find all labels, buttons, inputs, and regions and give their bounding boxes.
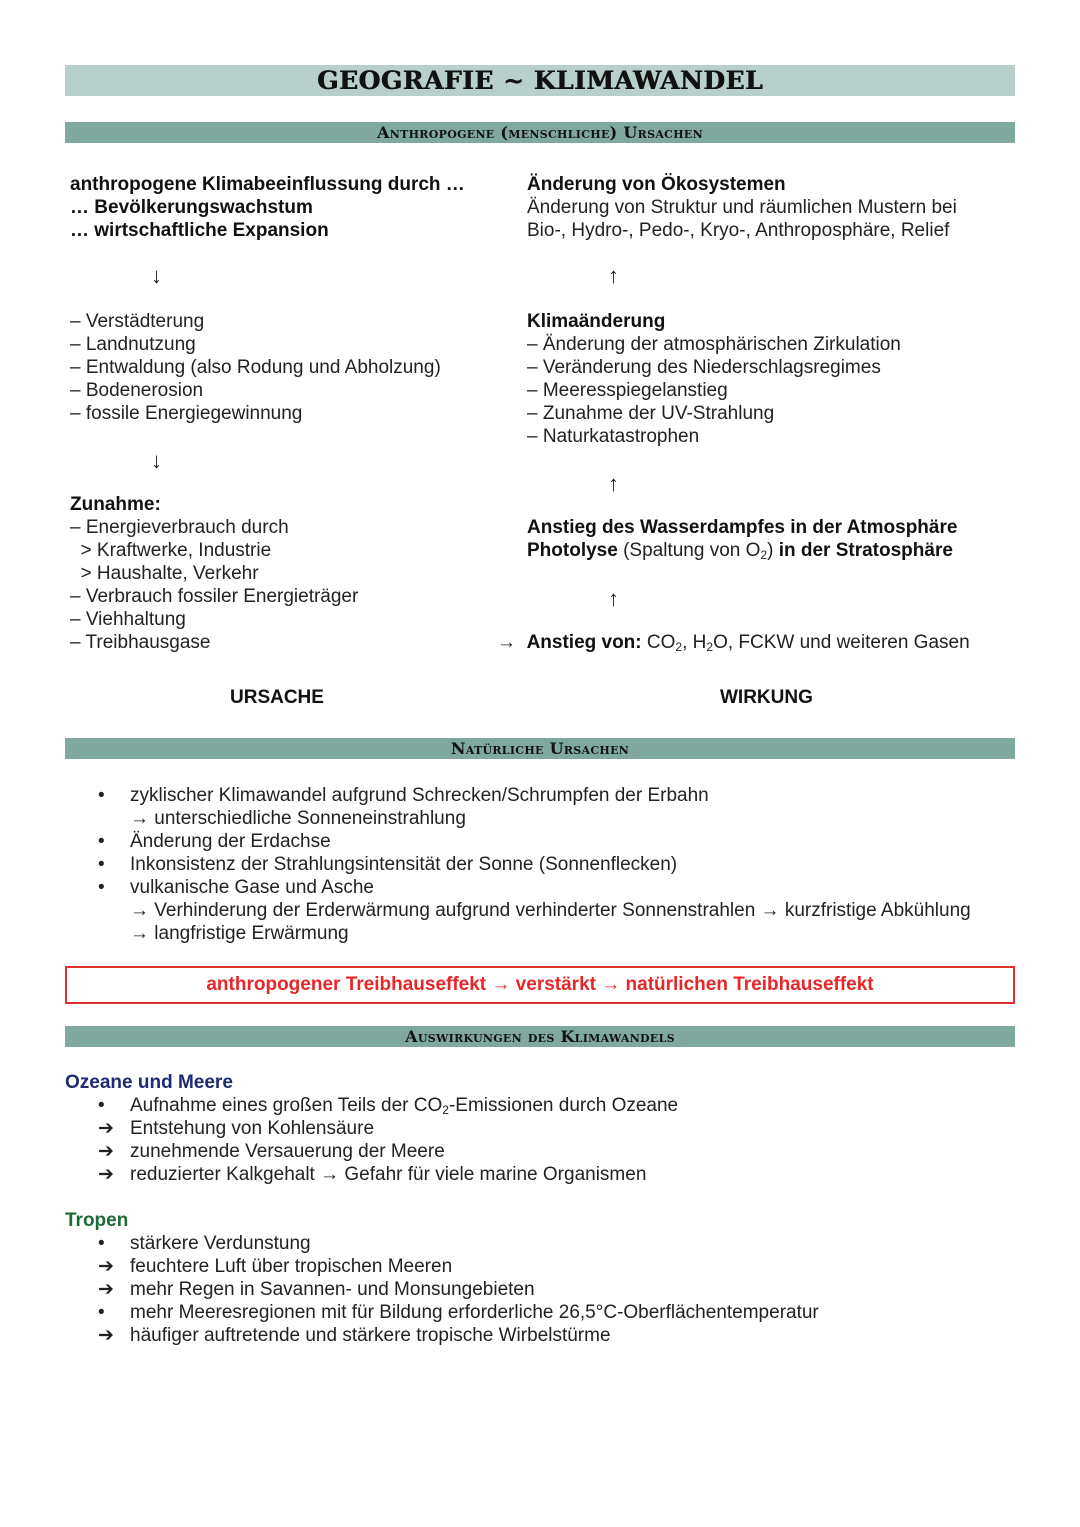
bullet-icon: • (98, 1302, 105, 1323)
section-header-anthropogen (65, 122, 1015, 143)
arrow-right-icon: ➔ (98, 1325, 114, 1346)
list-item: ➔ reduzierter Kalkgehalt → Gefahr für viele marine Organismen (98, 1164, 647, 1185)
arrow-up-icon: ↑ (608, 471, 619, 496)
list-item: • mehr Meeresregionen mit für Bildung erforderliche 26,5°C-Oberflächentemperatur (98, 1302, 819, 1323)
klima-item: – Zunahme der UV-Strahlung (527, 403, 775, 424)
oeko-line: Änderung von Struktur und räumlichen Mustern bei (527, 197, 957, 218)
klima-header: Klimaänderung (527, 311, 666, 332)
cause-intro (70, 173, 500, 242)
section-title: Natürliche Ursachen (450, 739, 630, 758)
zunahme-item: – Treibhausgase (70, 632, 211, 653)
effect-oekosysteme (527, 173, 1007, 242)
cause-item: – Bodenerosion (70, 380, 204, 401)
anstieg-h: , H (682, 632, 707, 653)
cause-list (70, 310, 500, 425)
arrow-right-icon: ➔ (98, 1164, 114, 1185)
zunahme-header: Zunahme: (70, 494, 161, 515)
arrow-right-icon: → (497, 632, 516, 653)
callout-text: anthropogener Treibhauseffekt → verstärkt → natürlichen Treibhauseffekt (206, 974, 874, 995)
cause-item: – Verstädterung (70, 311, 205, 332)
anstieg-line (497, 631, 1017, 654)
anstieg-sub: 2 (675, 640, 683, 654)
intro-line: … wirtschaftliche Expansion (70, 220, 329, 241)
arrow-right-icon: ➔ (98, 1118, 114, 1139)
arrow-up-icon: ↑ (608, 586, 619, 611)
photolyse-line (527, 539, 1007, 562)
list-item: • Aufnahme eines großen Teils der $CO_2$-Emissionen durch Ozeane (98, 1095, 679, 1117)
zunahme-item: > Kraftwerke, Industrie (70, 540, 272, 561)
oeko-header: Änderung von Ökosystemen (527, 174, 786, 195)
klima-item: – Veränderung des Niederschlagsregimes (527, 357, 881, 378)
cause-item: – Entwaldung (also Rodung und Abholzung) (70, 357, 441, 378)
anstieg-label: Anstieg von: (526, 632, 642, 653)
callout-box (65, 966, 1015, 1004)
arrow-down-icon: ↓ (151, 263, 162, 288)
page-title: GEOGRAFIE ~ KLIMAWANDEL (317, 66, 763, 95)
wirkung-label: WIRKUNG (720, 687, 813, 708)
klima-item: – Meeresspiegelanstieg (527, 380, 728, 401)
arrow-down-icon: ↓ (151, 448, 162, 473)
section-header-natuerlich (65, 738, 1015, 759)
klima-item: – Änderung der atmosphärischen Zirkulation (527, 334, 901, 355)
zunahme-item: > Haushalte, Verkehr (70, 563, 259, 584)
section-title: Anthropogene (menschliche) Ursachen (377, 123, 703, 142)
arrow-right-icon: ➔ (98, 1279, 114, 1300)
effect-wasserdampf (527, 516, 1007, 562)
oeko-line: Bio-, Hydro-, Pedo-, Kryo-, Anthroposphäre, Relief (527, 220, 950, 241)
ursache-label: URSACHE (230, 687, 324, 708)
list-item: ➔ feuchtere Luft über tropischen Meeren (98, 1256, 453, 1277)
intro-line: … Bevölkerungswachstum (70, 197, 313, 218)
bullet-icon: • (98, 1095, 105, 1116)
anstieg-rest: O, FCKW und weiteren Gasen (713, 632, 970, 653)
photolyse-close: ) (767, 540, 774, 561)
photolyse-sub: 2 (760, 548, 768, 562)
bullet-icon: • (98, 785, 105, 806)
bullet-icon: • (98, 1233, 105, 1254)
list-item: ➔ Entstehung von Kohlensäure (98, 1118, 375, 1139)
list-subitem: → langfristige Erwärmung (130, 923, 349, 944)
zunahme-item: – Viehhaltung (70, 609, 186, 630)
zunahme-block (70, 493, 500, 654)
bullet-icon: • (98, 854, 105, 875)
list-item: ➔ häufiger auftretende und stärkere tropische Wirbelstürme (98, 1325, 611, 1346)
list-item: • stärkere Verdunstung (98, 1233, 311, 1254)
bullet-icon: • (98, 831, 105, 852)
klima-item: – Naturkatastrophen (527, 426, 700, 447)
section-title: Auswirkungen des Klimawandels (405, 1027, 675, 1046)
arrow-right-icon: ➔ (98, 1256, 114, 1277)
list-item: • vulkanische Gase und Asche (98, 877, 374, 898)
list-item: • Änderung der Erdachse (98, 831, 331, 852)
list-subitem: → Verhinderung der Erderwärmung aufgrund verhinderter Sonnenstrahlen → kurzfristige Abkühlung (130, 900, 971, 921)
zunahme-item: – Verbrauch fossiler Energieträger (70, 586, 359, 607)
wasser-line: Anstieg des Wasserdampfes in der Atmosphäre (527, 517, 958, 538)
photolyse-term: Photolyse (527, 540, 618, 561)
anstieg-co: CO (641, 632, 676, 653)
list-subitem: → unterschiedliche Sonneneinstrahlung (130, 808, 466, 829)
effect-anstieg (497, 631, 1017, 654)
natural-causes-list (65, 784, 1025, 945)
list-item: • zyklischer Klimawandel aufgrund Schrecken/Schrumpfen der Erbahn (98, 785, 709, 806)
list-item: • Inkonsistenz der Strahlungsintensität der Sonne (Sonnenflecken) (98, 854, 678, 875)
zunahme-item: – Energieverbrauch durch (70, 517, 289, 538)
ozeane-block (65, 1071, 1025, 1186)
photolyse-text: (Spaltung von O (617, 540, 761, 561)
anstieg-sub: 2 (706, 640, 714, 654)
tropen-header: Tropen (65, 1210, 129, 1231)
list-item: ➔ mehr Regen in Savannen- und Monsungebieten (98, 1279, 535, 1300)
ozeane-header: Ozeane und Meere (65, 1072, 233, 1093)
intro-line: anthropogene Klimabeeinflussung durch … (70, 174, 465, 195)
bullet-icon: • (98, 877, 105, 898)
cause-item: – Landnutzung (70, 334, 196, 355)
cause-item: – fossile Energiegewinnung (70, 403, 303, 424)
arrow-right-icon: ➔ (98, 1141, 114, 1162)
arrow-up-icon: ↑ (608, 263, 619, 288)
title-bar (65, 65, 1015, 96)
photolyse-location: in der Stratosphäre (773, 540, 953, 561)
section-header-auswirkungen (65, 1026, 1015, 1047)
tropen-block (65, 1209, 1025, 1347)
effect-klima (527, 310, 1007, 448)
list-item: ➔ zunehmende Versauerung der Meere (98, 1141, 445, 1162)
